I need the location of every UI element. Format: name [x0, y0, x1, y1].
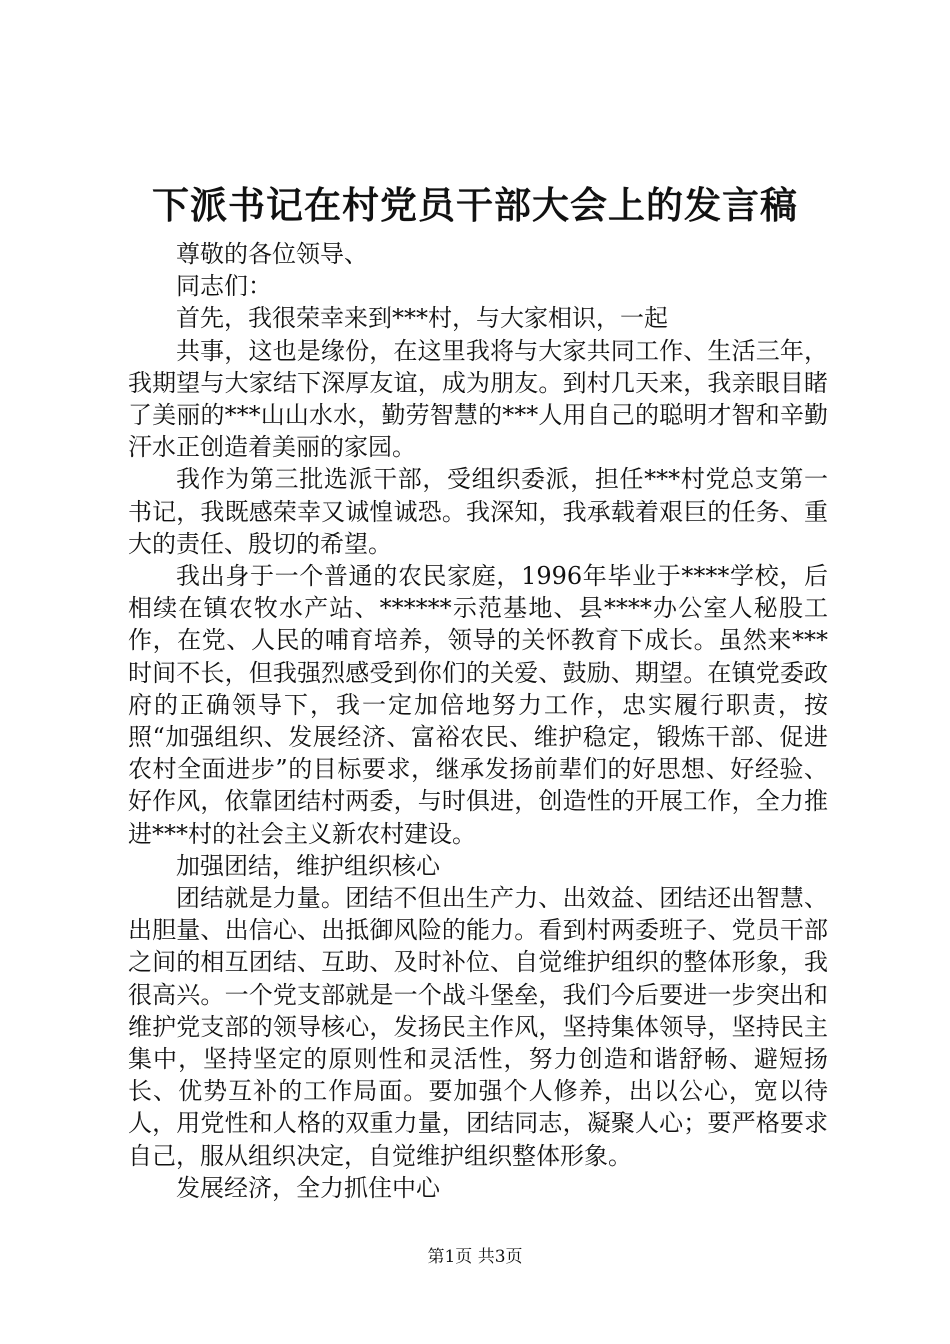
paragraph-background: 我出身于一个普通的农民家庭，1996年毕业于****学校，后相续在镇农牧水产站、******示范基地、县****办公室人秘股工作，在党、人民的哺育培养，领导的关怀教育下成长。虽然来***时间不长，但我强烈感受到你们的关爱、鼓励、期望。在镇党委政府的正确领导下，我一定加倍地努力工作，忠实履行职责，按照“加强组织、发展经济、富裕农民、维护稳定，锻炼干部、促进农村全面进步”的目标要求，继承发扬前辈们的好思想、好经验、好作风，依靠团结村两委，与时俱进，创造性的开展工作，全力推进***村的社会主义新农村建设。 [128, 562, 828, 848]
paragraph-opening: 首先，我很荣幸来到***村，与大家相识，一起 [176, 304, 668, 333]
paragraph-intro: 共事，这也是缘份，在这里我将与大家共同工作、生活三年，我期望与大家结下深厚友谊，成为朋友。到村几天来，我亲眼目睹了美丽的***山山水水，勤劳智慧的***人用自己的聪明才智和辛勤汗水正创造着美丽的家园。 [128, 336, 828, 462]
section-heading-unity: 加强团结，维护组织核心 [176, 851, 440, 880]
section-heading-economy: 发展经济，全力抓住中心 [176, 1173, 440, 1202]
salutation-line-1: 尊敬的各位领导、 [176, 240, 368, 268]
document-title: 下派书记在村党员干部大会上的发言稿 [152, 183, 798, 227]
document-body [128, 238, 828, 1204]
page-number-footer: 第1页 共3页 [427, 1247, 523, 1267]
salutation-line-2: 同志们： [176, 272, 272, 301]
paragraph-unity: 团结就是力量。团结不但出生产力、出效益、团结还出智慧、出胆量、出信心、出抵御风险的能力。看到村两委班子、党员干部之间的相互团结、互助、及时补位、自觉维护组织的整体形象，我很高兴。一个党支部就是一个战斗堡垒，我们今后要进一步突出和维护党支部的领导核心，发扬民主作风，坚持集体领导，坚持民主集中，坚持坚定的原则性和灵活性，努力创造和谐舒畅、避短扬长、优势互补的工作局面。要加强个人修养，出以公心，宽以待人，用党性和人格的双重力量，团结同志，凝聚人心；要严格要求自己，服从组织决定，自觉维护组织整体形象。 [128, 884, 828, 1170]
paragraph-appointment: 我作为第三批选派干部，受组织委派，担任***村党总支第一书记，我既感荣幸又诚惶诚恐。我深知，我承载着艰巨的任务、重大的责任、殷切的希望。 [128, 465, 828, 558]
